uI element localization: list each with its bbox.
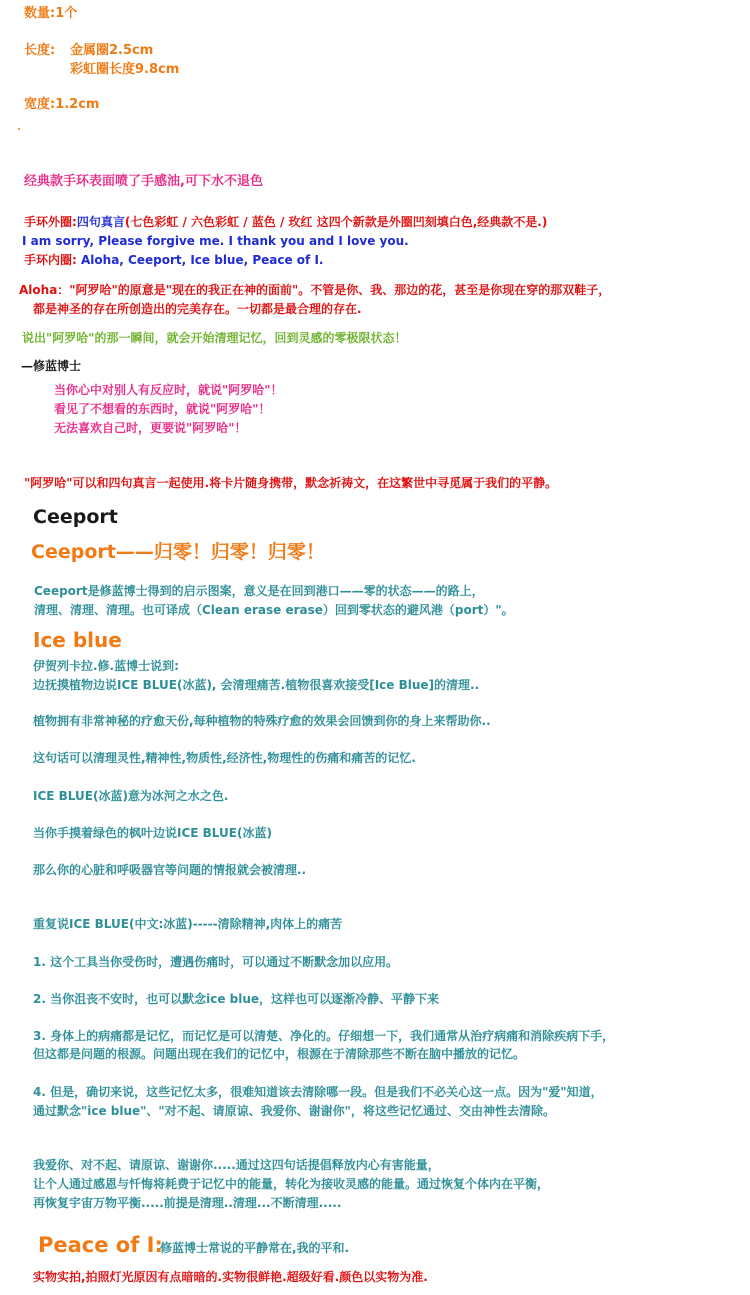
classic-note: 经典款手环表面喷了手感油,可下水不退色	[24, 174, 263, 189]
ice-blue-line: ICE BLUE(冰蓝)意为冰河之水之色.	[33, 789, 229, 803]
inner-ring-value: Aloha, Ceeport, Ice blue, Peace of I.	[81, 253, 324, 267]
outer-ring-line	[24, 215, 547, 229]
ice-blue-line: 4. 但是，确切来说，这些记忆太多，很难知道该去清除哪一段。但是我们不必关心这一点。因为"爱"知道，	[33, 1085, 603, 1099]
quantity-text: 数量:1个	[24, 6, 78, 21]
ice-blue-line: 当你手摸着绿色的枫叶边说ICE BLUE(冰蓝)	[33, 826, 272, 840]
aloha-tip-2: 看见了不想看的东西时，就说"阿罗哈"！	[54, 402, 271, 416]
length-metal-ring: 金属圈2.5cm	[70, 43, 154, 58]
ice-blue-line: 重复说ICE BLUE(中文:冰蓝)-----清除精神,肉体上的痛苦	[33, 917, 343, 931]
ice-blue-line: 植物拥有非常神秘的疗愈天份,每种植物的特殊疗愈的效果会回馈到你的身上来帮助你..	[33, 714, 491, 728]
aloha-moment-text: 说出"阿罗哈"的那一瞬间，就会开始清理记忆，回到灵感的零极限状态！	[22, 331, 407, 345]
stray-dot	[18, 128, 20, 130]
ice-blue-line: 但这都是问题的根源。问题出现在我们的记忆中，根源在于清除那些不断在脑中播放的记忆。	[33, 1047, 526, 1061]
aloha-meaning-line1: Aloha："阿罗哈"的原意是"现在的我正在神的面前"。不管是你、我、那边的花，甚至是你现在穿的那双鞋子，	[19, 283, 611, 297]
length-rainbow-ring: 彩虹圈长度9.8cm	[70, 62, 180, 77]
ceeport-slogan: Ceeport——归零！归零！归零！	[31, 541, 325, 563]
ice-blue-line: 让个人通过感恩与忏悔将耗费于记忆中的能量，转化为接收灵感的能量。通过恢复个体内在平衡，	[33, 1177, 550, 1191]
outer-ring-label: 手环外圈:	[24, 215, 77, 229]
peace-of-i-text: 修蓝博士常说的平静常在,我的平和.	[160, 1241, 350, 1255]
aloha-use-text: "阿罗哈"可以和四句真言一起使用.将卡片随身携带，默念祈祷文，在这繁世中寻觅属于我们的平静。	[24, 476, 558, 490]
outer-ring-name: 四句真言	[76, 215, 125, 229]
ice-blue-line: 这句话可以清理灵性,精神性,物质性,经济性,物理性的伤痛和痛苦的记忆.	[33, 751, 416, 765]
ceeport-desc-line1: Ceeport是修蓝博士得到的启示图案，意义是在回到港口——零的状态——的路上，	[34, 584, 484, 598]
ice-blue-line: 3. 身体上的病痛都是记忆，而记忆是可以清楚、净化的。仔细想一下，我们通常从治疗病痛和消除疾病下手，	[33, 1029, 615, 1043]
inner-ring-label: 手环内圈:	[24, 253, 77, 267]
ice-blue-heading: Ice blue	[33, 628, 122, 652]
aloha-tip-1: 当你心中对别人有反应时，就说"阿罗哈"！	[54, 383, 283, 397]
attribution: —修蓝博士	[21, 359, 82, 373]
photo-note: 实物实拍,拍照灯光原因有点暗暗的.实物很鲜艳.超级好看.颜色以实物为准.	[33, 1270, 428, 1284]
four-phrases-english: I am sorry, Please forgive me. I thank you and I love you.	[22, 234, 409, 248]
peace-of-i-heading: Peace of I:	[38, 1233, 163, 1257]
ice-blue-line: 再恢复宇宙万物平衡.....前提是清理..清理...不断清理.....	[33, 1196, 342, 1210]
ceeport-desc-line2: 清理、清理、清理。也可译成（Clean erase erase）回到零状态的避风港（port）"。	[34, 603, 514, 617]
aloha-tip-3: 无法喜欢自己时，更要说"阿罗哈"！	[54, 421, 247, 435]
inner-ring-line	[24, 253, 323, 267]
length-label: 长度:	[24, 43, 56, 58]
ice-blue-line: 2. 当你沮丧不安时，也可以默念ice blue，这样也可以逐渐冷静、平静下来	[33, 992, 440, 1006]
aloha-meaning-line2: 都是神圣的存在所创造出的完美存在。一切都是最合理的存在.	[33, 302, 362, 316]
ice-blue-line: 伊贺列卡拉.修.蓝博士说到:	[33, 659, 179, 673]
ceeport-heading: Ceeport	[33, 506, 118, 528]
ice-blue-line: 边抚摸植物边说ICE BLUE(冰蓝), 会清理痛苦.植物很喜欢接受[Ice Blue]的清理..	[33, 678, 480, 692]
outer-ring-detail: (七色彩虹 / 六色彩虹 / 蓝色 / 玫红 这四个新款是外圈凹刻填白色,经典款不是.)	[124, 215, 548, 229]
ice-blue-line: 通过默念"ice blue"、"对不起、请原谅、我爱你、谢谢你"，将这些记忆通过、交由神性去清除。	[33, 1104, 555, 1118]
ice-blue-line: 1. 这个工具当你受伤时，遭遇伤痛时，可以通过不断默念加以应用。	[33, 955, 399, 969]
ice-blue-line: 我爱你、对不起、请原谅、谢谢你.....通过这四句话提倡释放内心有害能量，	[33, 1158, 440, 1172]
width-text: 宽度:1.2cm	[24, 97, 100, 112]
ice-blue-line: 那么你的心脏和呼吸器官等问题的情报就会被清理..	[33, 863, 307, 877]
